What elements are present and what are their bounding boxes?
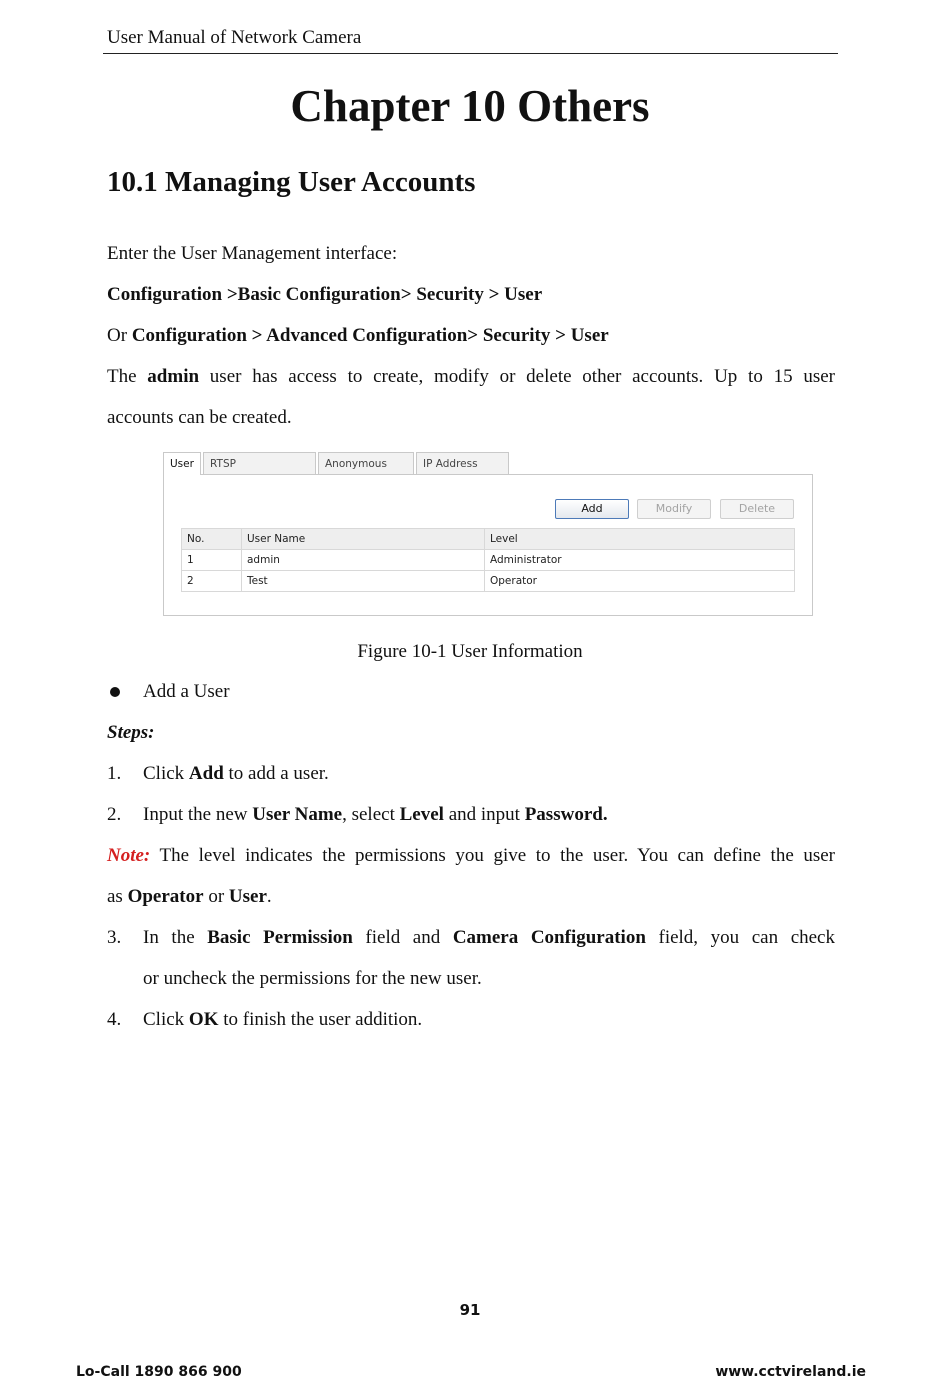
row-no: 2 (182, 571, 242, 592)
password-term: Password. (524, 804, 608, 825)
header-rule (103, 53, 838, 54)
bullet-item (107, 681, 835, 703)
step-4 (107, 1009, 835, 1031)
step-number: 1. (107, 763, 122, 784)
text: , select (342, 804, 400, 825)
add-term: Add (188, 763, 224, 784)
tab-anonymous-visit[interactable]: Anonymous (318, 452, 414, 474)
text: to finish the user addition. (218, 1009, 423, 1030)
text: or (203, 886, 229, 907)
user-name-term: User Name (252, 804, 343, 825)
row-no: 1 (182, 550, 242, 571)
row-level: Operator (485, 571, 795, 592)
config-path-advanced-text: Configuration > Advanced Configuration> Security > User (131, 325, 609, 346)
column-user-name: User Name (242, 529, 485, 550)
modify-button[interactable]: Modify (637, 499, 711, 519)
row-user-name: Test (242, 571, 485, 592)
running-header: User Manual of Network Camera (107, 27, 362, 48)
note-line2 (107, 886, 835, 908)
table-row[interactable] (182, 550, 795, 571)
text: The (107, 366, 148, 387)
bullet-icon (110, 687, 120, 697)
column-no: No. (182, 529, 242, 550)
step-2 (107, 804, 835, 826)
figure-caption: Figure 10-1 User Information (357, 641, 583, 662)
step-number: 4. (107, 1009, 122, 1030)
text: Click (143, 1009, 189, 1030)
config-path-advanced (107, 325, 835, 347)
note-label: Note: (107, 845, 151, 866)
text: Input the new (143, 804, 253, 825)
steps-label-text: Steps: (107, 722, 155, 743)
steps-label (107, 722, 835, 744)
text: field and (352, 927, 453, 948)
tab-rtsp-authentication[interactable]: RTSP (203, 452, 316, 474)
step-number: 2. (107, 804, 122, 825)
user-table (181, 528, 795, 592)
or-text: Or (107, 325, 132, 346)
text: Click (143, 763, 189, 784)
text: as (107, 886, 128, 907)
config-path-basic-text: Configuration >Basic Configuration> Security > User (107, 284, 543, 305)
add-button[interactable]: Add (555, 499, 629, 519)
step-3 (107, 927, 835, 949)
column-level: Level (485, 529, 795, 550)
basic-permission-term: Basic Permission (207, 927, 353, 948)
footer-website: www.cctvireland.ie (715, 1364, 866, 1380)
row-user-name: admin (242, 550, 485, 571)
tab-user[interactable]: User (163, 452, 201, 475)
footer-phone: Lo-Call 1890 866 900 (76, 1364, 242, 1380)
step-1 (107, 763, 835, 785)
table-row[interactable] (182, 571, 795, 592)
operator-term: Operator (127, 886, 204, 907)
text: to add a user. (223, 763, 329, 784)
user-term: User (228, 886, 267, 907)
text: user has access to create, modify or delete other accounts. Up to 15 user (199, 366, 835, 387)
text: or uncheck the permissions for the new user. (143, 968, 482, 989)
camera-configuration-term: Camera Configuration (452, 927, 646, 948)
ok-term: OK (188, 1009, 219, 1030)
level-term: Level (399, 804, 444, 825)
admin-paragraph-line1 (107, 366, 835, 388)
step-number: 3. (107, 927, 122, 948)
text: and input (443, 804, 525, 825)
config-path-basic (107, 284, 835, 306)
intro-line: Enter the User Management interface: (107, 243, 398, 264)
text: The level indicates the permissions you give to the user. You can define the user (150, 845, 835, 866)
page-number: 91 (459, 1301, 481, 1319)
text: In the (143, 927, 208, 948)
table-header-row (182, 529, 795, 550)
admin-term: admin (147, 366, 200, 387)
note-line1 (107, 845, 835, 867)
text: . (266, 886, 272, 907)
admin-paragraph-line2: accounts can be created. (107, 407, 292, 428)
section-title: 10.1 Managing User Accounts (107, 166, 476, 198)
chapter-title: Chapter 10 Others (290, 81, 650, 131)
step-3-continued (107, 968, 835, 990)
delete-button[interactable]: Delete (720, 499, 794, 519)
text: field, you can check (645, 927, 835, 948)
tab-ip-address-filter[interactable]: IP Address (416, 452, 509, 474)
row-level: Administrator (485, 550, 795, 571)
bullet-text: Add a User (143, 681, 230, 702)
